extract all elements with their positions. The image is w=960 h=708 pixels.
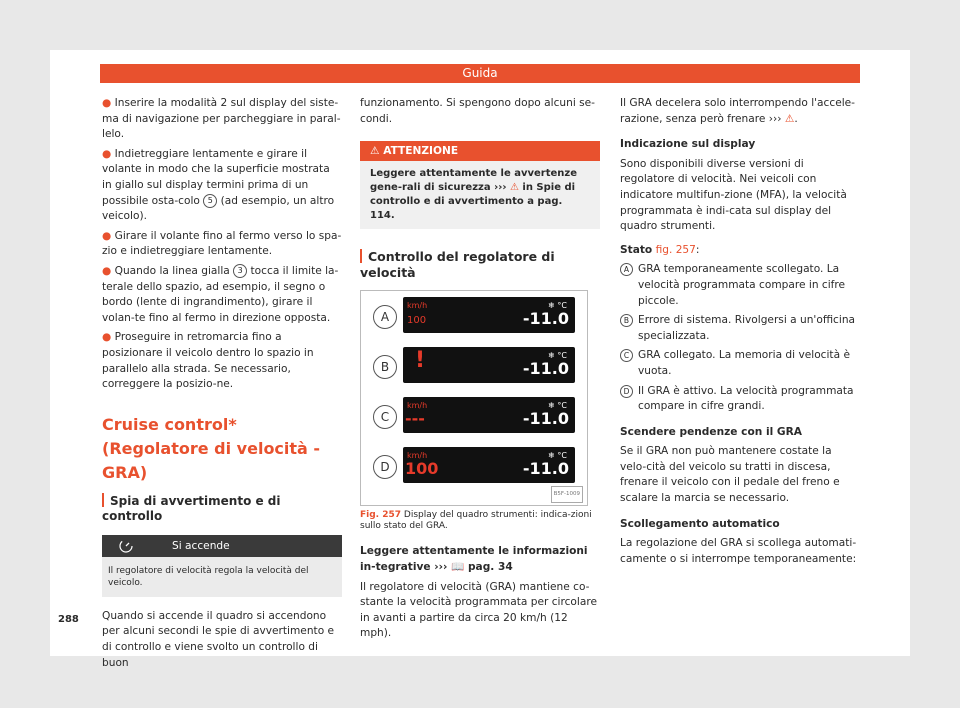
temp-unit: ❄ °C [548,351,567,361]
callout-number: 5 [203,194,217,208]
list-item: A GRA temporaneamente scollegato. La velocità programmata compare in cifre piccole. [620,262,858,309]
display-row-c [369,395,579,437]
paragraph: Il regolatore di velocità (GRA) mantiene co-stante la velocità programmata per circolare in avanti a partire da circa 20 km/h (12 mph). [360,580,597,640]
figure-caption: Fig. 257 Display del quadro strumenti: indica-zioni sullo stato del GRA. [360,510,592,532]
lcd-display [403,447,575,483]
row-letter: D [373,455,397,479]
display-row-d [369,445,579,487]
bullet-icon: ● [102,229,115,242]
list-item: C GRA collegato. La memoria di velocità è vuota. [620,348,858,379]
temperature: -11.0 [522,359,569,379]
temperature: -11.0 [522,459,569,479]
paragraph: La regolazione del GRA si scollega automati-camente o si interrompe temporaneamente: [620,537,857,565]
middle-column [360,96,600,646]
row-letter: C [373,405,397,429]
temp-unit: ❄ °C [548,301,567,311]
list-item: B Errore di sistema. Rivolgersi a un'officina specializzata. [620,313,858,344]
error-mark: ! [415,348,426,374]
temp-unit: ❄ °C [548,401,567,411]
figure-257 [360,290,588,506]
lamp-description: Il regolatore di velocità regola la velocità del veicolo. [102,557,342,597]
row-letter: A [373,305,397,329]
read-notice: Leggere attentamente le informazioni in-tegrative ››› 📖 pag. 34 [360,545,588,573]
section-header: Guida [100,64,860,83]
warning-link-icon[interactable]: ⚠ [509,182,519,194]
paragraph: funzionamento. Si spengono dopo alcuni se-condi. [360,97,596,125]
subsection-title: Controllo del regolatore di velocità [360,249,555,280]
bullet-icon: ● [102,97,115,109]
bullet-icon: ● [102,147,115,160]
right-column [620,96,858,571]
status-label: Stato fig. 257: [620,243,700,256]
speedometer-icon [118,538,134,554]
warning-icon: ⚠ [370,145,384,158]
lcd-display [403,397,575,433]
lamp-label: Si accende [172,539,230,552]
bullet-icon: ● [102,331,115,344]
lamp-header [102,535,342,557]
list-item: D Il GRA è attivo. La velocità programmata compare in cifre grandi. [620,384,858,415]
temp-unit: ❄ °C [548,451,567,461]
paragraph: Sono disponibili diverse versioni di regolatore di velocità. Nei veicoli con indicatore multifun-zione (MFA), la velocità programmata è indi-cata sul display del quadro strumenti. [620,157,847,233]
unit-label: km/h [407,401,428,411]
warning-header: ⚠ ATTENZIONE [360,141,600,161]
bullet-item: ● Girare il volante fino al fermo verso lo spa-zio e indietreggiare lentamente. [102,229,342,258]
warning-link-icon[interactable]: ⚠ [784,112,795,125]
lcd-display [403,297,575,333]
heading-display: Indicazione sul display [620,138,756,151]
heading-auto: Scollegamento automatico [620,517,780,530]
speed-value: 100 [405,459,439,479]
bullet-item: ● Quando la linea gialla 3 tocca il limite la-terale dello spazio, ad esempio, il segno o bordo (lente di ingrandimento), girare il volan-te fino al fermo in direzione opposta. [102,264,339,324]
warning-text: Leggere attentamente le avvertenze gene-rali di sicurezza ››› ⚠ in Spie di controllo e di avvertimento a pag. 114. [370,168,578,222]
bullet-item: ● Indietreggiare lentamente e girare il volante in modo che la superficie mostrata in giallo sul display termini prima di un possibile osta-colo 5 (ad esempio, un altro veicolo). [102,147,335,223]
figure-code: B5F-1009 [551,486,583,504]
list-marker: C [620,349,633,362]
figure-link[interactable]: fig. 257 [655,243,696,256]
temperature: -11.0 [522,409,569,429]
lcd-display [403,347,575,383]
section-title: Cruise control* (Regolatore di velocità - GRA) [102,414,321,482]
heading-pendenze: Scendere pendenze con il GRA [620,425,802,438]
row-letter: B [373,355,397,379]
bullet-icon: ● [102,264,115,277]
title-bar [102,493,104,507]
page-number: 288 [58,614,79,625]
warning-box [360,141,600,229]
title-bar [360,249,362,263]
speed-value: --- [405,409,425,429]
speed-value: 100 [407,315,427,327]
display-row-b [369,345,579,387]
paragraph: Quando si accende il quadro si accendono per alcuni secondi le spie di avvertimento e di controllo e viene svolto un controllo di buon [102,609,335,669]
display-row-a [369,295,579,337]
unit-label: km/h [407,451,428,461]
paragraph: Il GRA decelera solo interrompendo l'accele-razione, senza però frenare ››› ⚠. [620,97,855,125]
bullet-item: ● Proseguire in retromarcia fino a posizionare il veicolo dentro lo spazio in parallelo alla strada. Se necessario, correggere la posizio-ne. [102,331,314,391]
callout-number: 3 [233,264,247,278]
unit-label: km/h [407,301,428,311]
list-marker: D [620,385,633,398]
list-marker: B [620,314,633,327]
subsection-title: Spia di avvertimento e di controllo [102,493,281,524]
left-column [102,96,342,675]
paragraph: Se il GRA non può mantenere costate la velo-cità del veicolo su tratti in discesa, frenare il veicolo con il pedale del freno e scalare la marcia se necessario. [620,445,840,505]
list-marker: A [620,263,633,276]
temperature: -11.0 [522,309,569,329]
bullet-item: ● Inserire la modalità 2 sul display del siste-ma di navigazione per parcheggiare in paral-lelo. [102,97,341,141]
book-icon[interactable]: 📖 [451,560,465,573]
